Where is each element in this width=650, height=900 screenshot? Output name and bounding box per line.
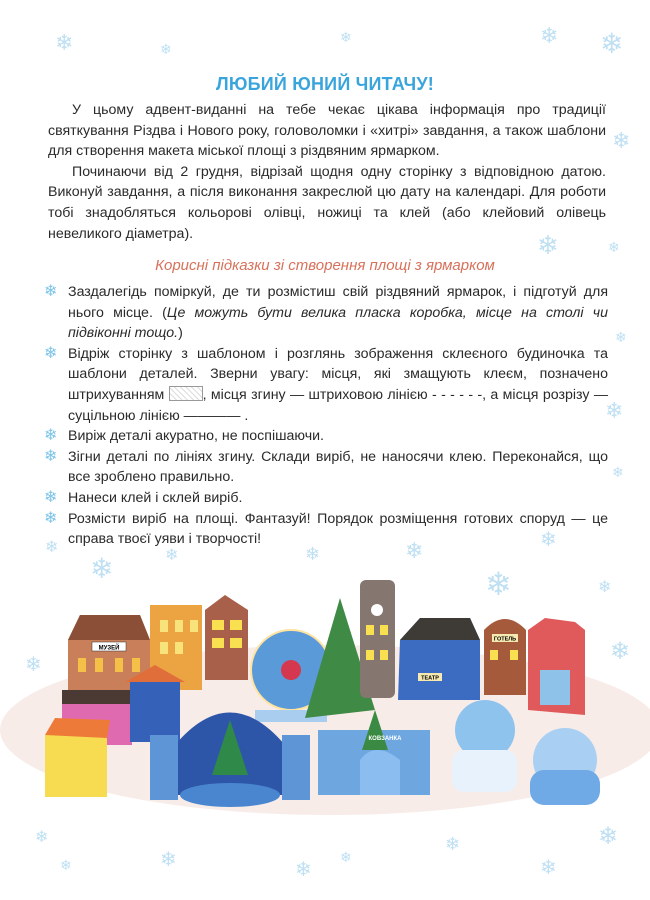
snowflake-icon: ❄ — [540, 857, 557, 879]
snowflake-icon: ❄ — [615, 329, 627, 345]
snowflake-icon: ❄ — [25, 654, 42, 676]
snowflake-icon: ❄ — [598, 579, 612, 596]
snowflake-icon: ❄ — [485, 566, 512, 602]
snowflake-icon: ❄ — [55, 30, 74, 55]
snowflake-icon: ❄ — [608, 239, 620, 255]
theatre-building — [398, 618, 480, 700]
intro-paragraph: Починаючи від 2 грудня, відрізай щодня одну сторінку з відповідною датою. Виконуй завдання, а після виконання закреслюй цю дату на календарі. Для роботи тобі знадобляться кольорові олівці, ножиці та клей (або клейовий олівець невеликого діаметра). — [48, 163, 606, 242]
tip-text: Відріж сторінку з шаблоном і розглянь зображення склеєного будиночка та шаблони деталей. Зверни увагу: місця, які змащують клеєм, позначено штрихуванням — [68, 345, 608, 403]
theatre-sign: ТЕАТР — [421, 675, 439, 682]
snowflake-icon: ❄ — [45, 539, 59, 556]
intro-text — [48, 100, 606, 244]
tips-list — [44, 282, 609, 550]
clock-tower — [360, 580, 395, 698]
snowflake-bullet-icon: ❄ — [44, 447, 58, 465]
snowflake-icon: ❄ — [445, 834, 461, 854]
snowflake-icon: ❄ — [612, 464, 624, 480]
snowflake-bullet-icon: ❄ — [44, 488, 58, 506]
snowflake-bullet-icon: ❄ — [44, 427, 58, 445]
tip-text: Розмісти виріб на площі. Фантазуй! Порядок розміщення готових споруд — це справа твоєї уяви і творчості! — [68, 510, 608, 548]
list-item — [44, 447, 608, 488]
list-item — [44, 344, 609, 426]
brick-house — [205, 595, 248, 680]
tip-text: Заздалегідь поміркуй, де ти розмістиш свій різдвяний ярмарок, і підготуй для нього місце. ( — [68, 284, 608, 321]
winter-tree-globe — [530, 728, 600, 805]
list-item — [44, 282, 608, 344]
tip-text: Виріж деталі акуратно, не поспішаючи. — [68, 428, 324, 445]
snowflake-icon: ❄ — [340, 29, 352, 45]
snowflake-icon: ❄ — [605, 398, 624, 423]
snowflake-bullet-icon: ❄ — [44, 509, 58, 527]
museum-sign: МУЗЕЙ — [98, 645, 120, 652]
list-item — [44, 426, 608, 447]
snowflake-icon: ❄ — [612, 128, 631, 153]
tip-note: Це можуть бути велика пласка коробка, місце на столі чи підвіконні тощо. — [68, 304, 608, 342]
hatching-sample — [169, 386, 203, 401]
snowflake-icon: ❄ — [60, 857, 72, 873]
snowmen-globe — [452, 700, 517, 792]
snowflake-icon: ❄ — [340, 849, 352, 865]
snowflake-icon: ❄ — [90, 553, 114, 584]
tip-text: , місця згину — штриховою лінією - - - - - -, а місця розрізу — суцільною лінією ———— . — [68, 386, 609, 424]
snowflake-icon: ❄ — [305, 544, 321, 564]
hotel-sign: ГОТЕЛЬ — [493, 636, 517, 643]
tip-text: ) — [178, 325, 183, 342]
list-item — [44, 488, 608, 509]
snowflake-icon: ❄ — [160, 849, 177, 871]
tips-heading: Корисні підказки зі створення площі з ярмарком — [155, 257, 495, 274]
snowflake-icon: ❄ — [165, 547, 179, 564]
snowflake-icon: ❄ — [405, 538, 424, 563]
hotel-building — [484, 619, 526, 695]
snowflake-icon: ❄ — [598, 823, 619, 850]
page-title: ЛЮБИЙ ЮНИЙ ЧИТАЧУ! — [216, 74, 434, 94]
snowflake-icon: ❄ — [610, 638, 631, 665]
snowflake-bullet-icon: ❄ — [44, 344, 58, 362]
tip-text: Нанеси клей і склей виріб. — [68, 489, 243, 506]
snowflake-icon: ❄ — [540, 529, 557, 551]
christmas-market-illustration — [0, 566, 650, 830]
snowflake-icon: ❄ — [540, 23, 559, 48]
snowflake-bullet-icon: ❄ — [44, 283, 58, 300]
intro-paragraph: У цьому адвент-виданні на тебе чекає цікава інформація про традиції святкування Різдва і Нового року, головоломки і «хитрі» завдання, а також шаблони для створення макета міської площі з різдвяним ярмарком. — [48, 102, 606, 160]
snowflake-icon: ❄ — [35, 829, 49, 846]
red-building — [528, 618, 585, 715]
tip-text: Зігни деталі по лініях згину. Склади виріб, не наносячи клею. Переконайся, що все зроблено правильно. — [68, 448, 608, 486]
snowflake-icon: ❄ — [537, 230, 559, 260]
snowflake-icon: ❄ — [295, 859, 312, 881]
snowflake-icon: ❄ — [600, 28, 624, 59]
snowflake-icon: ❄ — [160, 41, 172, 57]
list-item — [44, 509, 608, 550]
rink-sign: КОВЗАНКА — [368, 736, 402, 742]
